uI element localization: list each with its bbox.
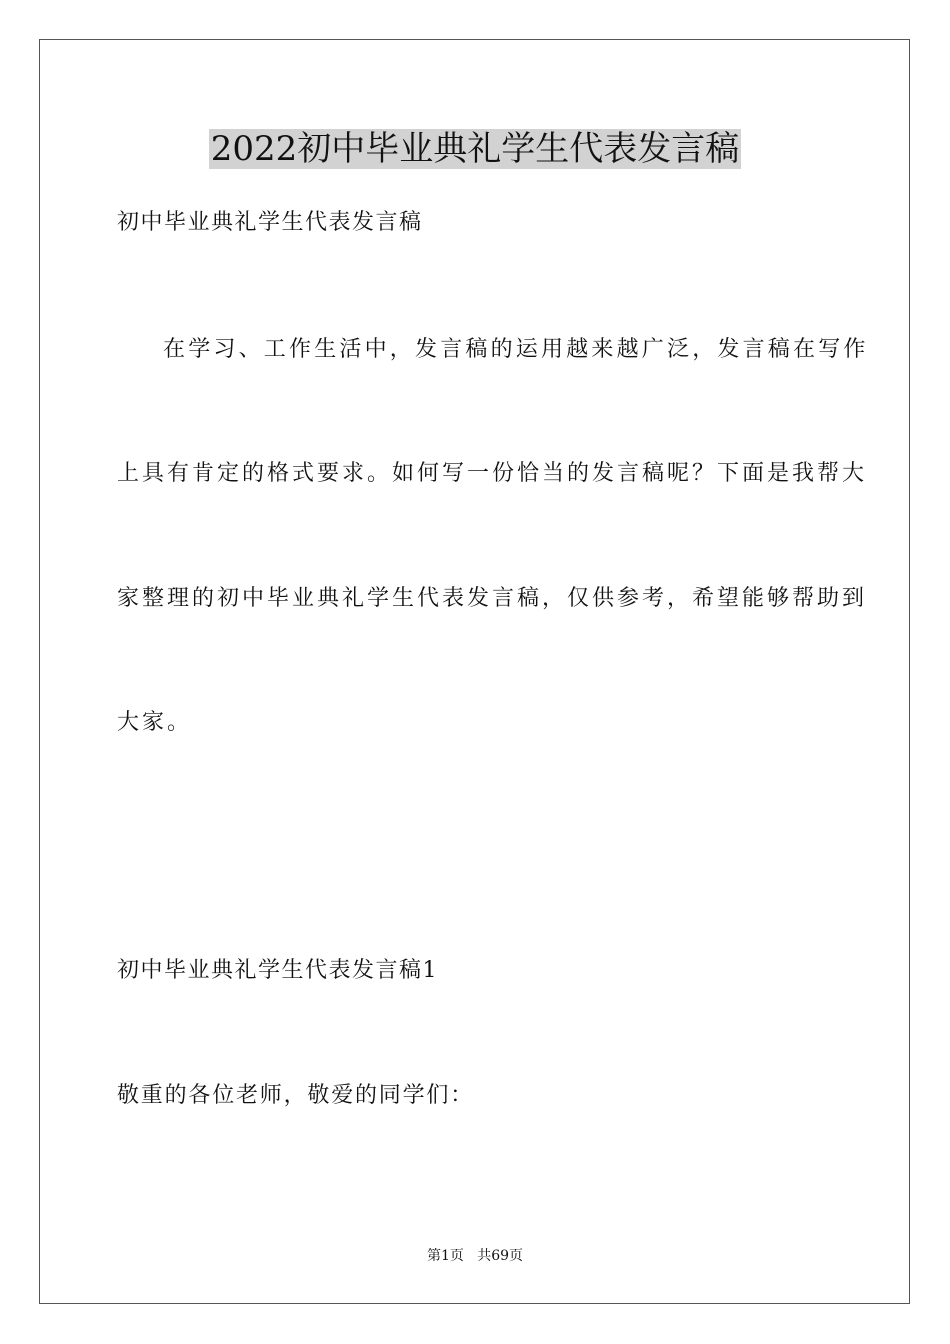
section-heading: 初中毕业典礼学生代表发言稿1 bbox=[117, 958, 438, 983]
intro-line-1: 在学习、工作生活中，发言稿的运用越来越广泛，发言稿在写作 bbox=[163, 337, 869, 362]
intro-line-2: 上具有肯定的格式要求。如何写一份恰当的发言稿呢？下面是我帮大 bbox=[117, 461, 868, 486]
document-title bbox=[0, 126, 950, 172]
intro-line-3: 家整理的初中毕业典礼学生代表发言稿，仅供参考，希望能够帮助到 bbox=[117, 586, 868, 611]
salutation-line: 敬重的各位老师，敬爱的同学们： bbox=[117, 1083, 475, 1108]
intro-line-4: 大家。 bbox=[117, 710, 193, 735]
document-subtitle: 初中毕业典礼学生代表发言稿 bbox=[117, 210, 423, 235]
document-title-text: 2022初中毕业典礼学生代表发言稿 bbox=[210, 129, 740, 169]
page-footer: 第1页 共69页 bbox=[426, 1248, 524, 1264]
